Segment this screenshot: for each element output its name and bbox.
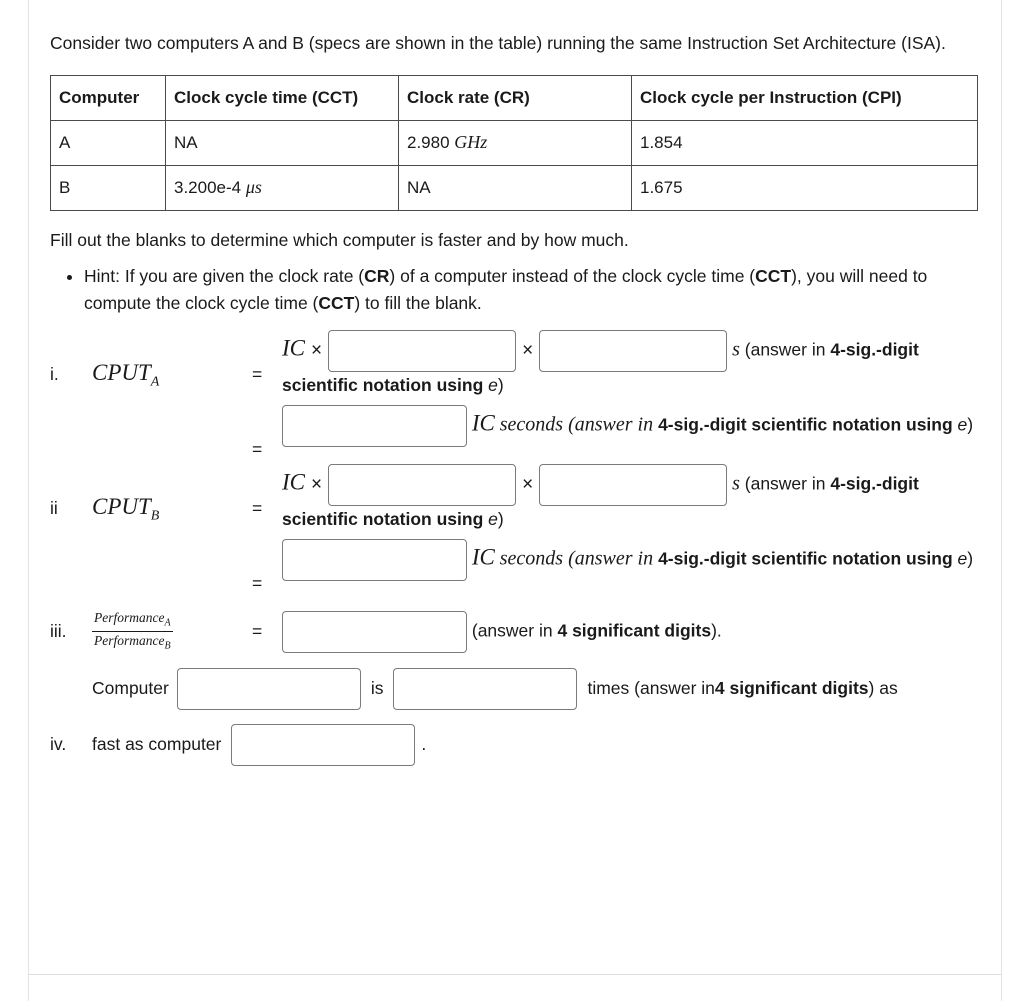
- period: .: [421, 734, 427, 754]
- answer-note-close: ): [967, 414, 974, 435]
- problem-i-line-1: [50, 330, 980, 399]
- spacer-label: [50, 405, 92, 439]
- cell-computer-b: B: [51, 166, 166, 211]
- fast-as-computer-text: fast as computer: [92, 734, 222, 754]
- cr-a-value: 2.980: [407, 133, 450, 153]
- header-cpi: Clock cycle per Instruction (CPI): [632, 76, 978, 121]
- seconds-symbol: s: [732, 472, 740, 495]
- header-cct: Clock cycle time (CCT): [166, 76, 399, 121]
- cell-computer-a: A: [51, 121, 166, 166]
- problem-i-expression: [92, 330, 252, 391]
- answer-note-e: e: [488, 374, 498, 395]
- problem-iv-line-1: [50, 668, 980, 710]
- word-computer: Computer: [92, 678, 169, 698]
- answer-note-e: e: [957, 548, 968, 569]
- spacer-label: [50, 539, 92, 573]
- hint-text-4: ) to fill the blank.: [354, 292, 482, 313]
- problem-i-label: i.: [50, 363, 59, 384]
- performance-b-text: Performance: [94, 633, 165, 649]
- answer-note-bold: 4-sig.-digit scientific notation using: [282, 473, 919, 529]
- worksheet-content: [50, 30, 980, 766]
- page-bottom-divider: [29, 974, 1001, 975]
- performance-a: [92, 610, 173, 632]
- problem-i-equals-2: =: [252, 439, 263, 459]
- table-row: [51, 166, 978, 211]
- specs-table: [50, 75, 978, 211]
- answer-note-bold: 4-sig.-digit scientific notation using: [282, 339, 919, 395]
- answer-note-close: ): [967, 548, 974, 569]
- spacer-lhs: [92, 405, 252, 435]
- seconds-word: seconds (answer in: [499, 547, 659, 570]
- problem-ii-label: ii: [50, 498, 58, 518]
- table-row: [51, 121, 978, 166]
- answer-note-close: ): [497, 374, 504, 395]
- problem-ii-expression: [92, 464, 252, 525]
- multiply-sign: ×: [522, 473, 534, 495]
- answer-note-e: e: [488, 509, 498, 529]
- page-right-margin: [1001, 0, 1024, 1001]
- problem-i-equals: =: [252, 363, 263, 384]
- answer-note-bold: 4-sig.-digit scientific notation using: [658, 414, 958, 435]
- performance-fraction: [92, 610, 173, 653]
- seconds-symbol: s: [732, 338, 740, 361]
- answer-note-bold: 4-sig.-digit scientific notation using: [658, 548, 958, 569]
- cell-cpi-b: 1.675: [632, 166, 978, 211]
- cell-cpi-a: 1.854: [632, 121, 978, 166]
- answer-note-bold: 4 significant digits: [714, 678, 869, 698]
- hint-list: [50, 263, 980, 316]
- spacer-lhs: [92, 539, 252, 569]
- blank-ii-c[interactable]: [282, 539, 467, 581]
- problem-iii-expression: [92, 610, 252, 653]
- table-header-row: [51, 76, 978, 121]
- hint-cct-2: CCT: [318, 292, 355, 313]
- ic-symbol: IC: [282, 335, 305, 361]
- blank-iv-b[interactable]: [393, 668, 577, 710]
- cct-b-value: 3.200e-4: [174, 178, 242, 198]
- performance-a-subscript: A: [164, 617, 171, 629]
- intro-paragraph: Consider two computers A and B (specs are shown in the table) running the same Instruction Set Architecture (ISA).: [50, 33, 946, 53]
- cell-cr-b: NA: [399, 166, 632, 211]
- performance-b: [92, 632, 173, 653]
- answer-note-close: ): [497, 509, 504, 529]
- hint-cct: CCT: [755, 266, 792, 287]
- answer-note-text: (answer in: [739, 473, 831, 494]
- problem-iii-line: [50, 610, 980, 653]
- problem-ii-equals: =: [252, 498, 263, 518]
- blank-i-a[interactable]: [328, 330, 516, 372]
- blank-iv-a[interactable]: [177, 668, 361, 710]
- performance-b-subscript: B: [164, 641, 171, 652]
- problem-i: [50, 330, 980, 460]
- page-left-margin: [0, 0, 29, 1001]
- cr-a-unit: GHz: [454, 132, 488, 153]
- problem-iii: [50, 610, 980, 653]
- multiply-sign: ×: [522, 339, 534, 361]
- problem-ii-line-1: [50, 464, 980, 533]
- problem-ii-equals-2: =: [252, 573, 263, 594]
- problem-i-rhs-2: [282, 405, 980, 447]
- blank-i-c[interactable]: [282, 405, 467, 447]
- blank-ii-b[interactable]: [539, 464, 727, 506]
- hint-text-2: ) of a computer instead of the clock cycle time (: [389, 266, 756, 287]
- answer-note-text: (answer in: [739, 339, 831, 360]
- blank-iii-a[interactable]: [282, 611, 467, 653]
- answer-note-e: e: [957, 414, 968, 435]
- problem-ii-rhs: [282, 464, 980, 533]
- cput-a-subscript: A: [150, 374, 160, 390]
- hint-item: [84, 263, 980, 316]
- problem-ii: [50, 464, 980, 594]
- problem-ii-line-2: [50, 539, 980, 594]
- multiply-sign: ×: [311, 473, 323, 495]
- cell-cct-b: [166, 166, 399, 211]
- multiply-sign: ×: [311, 339, 323, 361]
- problem-i-rhs: [282, 330, 980, 399]
- problem-iv-line-2: [50, 724, 980, 766]
- performance-a-text: Performance: [94, 610, 165, 626]
- word-as: ) as: [868, 678, 898, 698]
- seconds-word: seconds (answer in: [499, 413, 659, 436]
- cput-a-text: CPUT: [92, 359, 151, 385]
- answer-note-text: (answer in: [471, 620, 558, 641]
- problem-iii-label: iii.: [50, 621, 67, 642]
- hint-cr: CR: [364, 266, 390, 287]
- question-paragraph: Fill out the blanks to determine which computer is faster and by how much.: [50, 230, 629, 251]
- ic-symbol: IC: [471, 410, 495, 436]
- cput-b-text: CPUT: [92, 494, 151, 519]
- blank-iv-c[interactable]: [231, 724, 415, 766]
- answer-note-bold: 4 significant digits: [557, 620, 712, 641]
- problem-iv-label: iv.: [50, 734, 67, 754]
- hint-text-1: Hint: If you are given the clock rate (: [84, 266, 365, 287]
- word-times: times (answer in: [587, 678, 715, 698]
- ic-symbol: IC: [282, 469, 305, 495]
- answer-note-close: ).: [711, 620, 722, 641]
- problem-i-line-2: [50, 405, 980, 460]
- problem-iv: [50, 668, 980, 766]
- header-cr: Clock rate (CR): [399, 76, 632, 121]
- cct-b-unit: μs: [245, 177, 262, 198]
- word-is: is: [370, 678, 384, 698]
- blank-i-b[interactable]: [539, 330, 727, 372]
- hint-text-3: ), you will need to compute the clock cycle time (: [84, 266, 928, 313]
- problem-ii-rhs-2: [282, 539, 980, 581]
- cell-cct-a: NA: [166, 121, 399, 166]
- problem-iii-equals: =: [252, 621, 263, 642]
- ic-symbol: IC: [471, 544, 495, 570]
- problem-iii-rhs: [282, 611, 980, 653]
- header-computer: Computer: [51, 76, 166, 121]
- cell-cr-a: [399, 121, 632, 166]
- blank-ii-a[interactable]: [328, 464, 516, 506]
- cput-b-subscript: B: [150, 508, 160, 524]
